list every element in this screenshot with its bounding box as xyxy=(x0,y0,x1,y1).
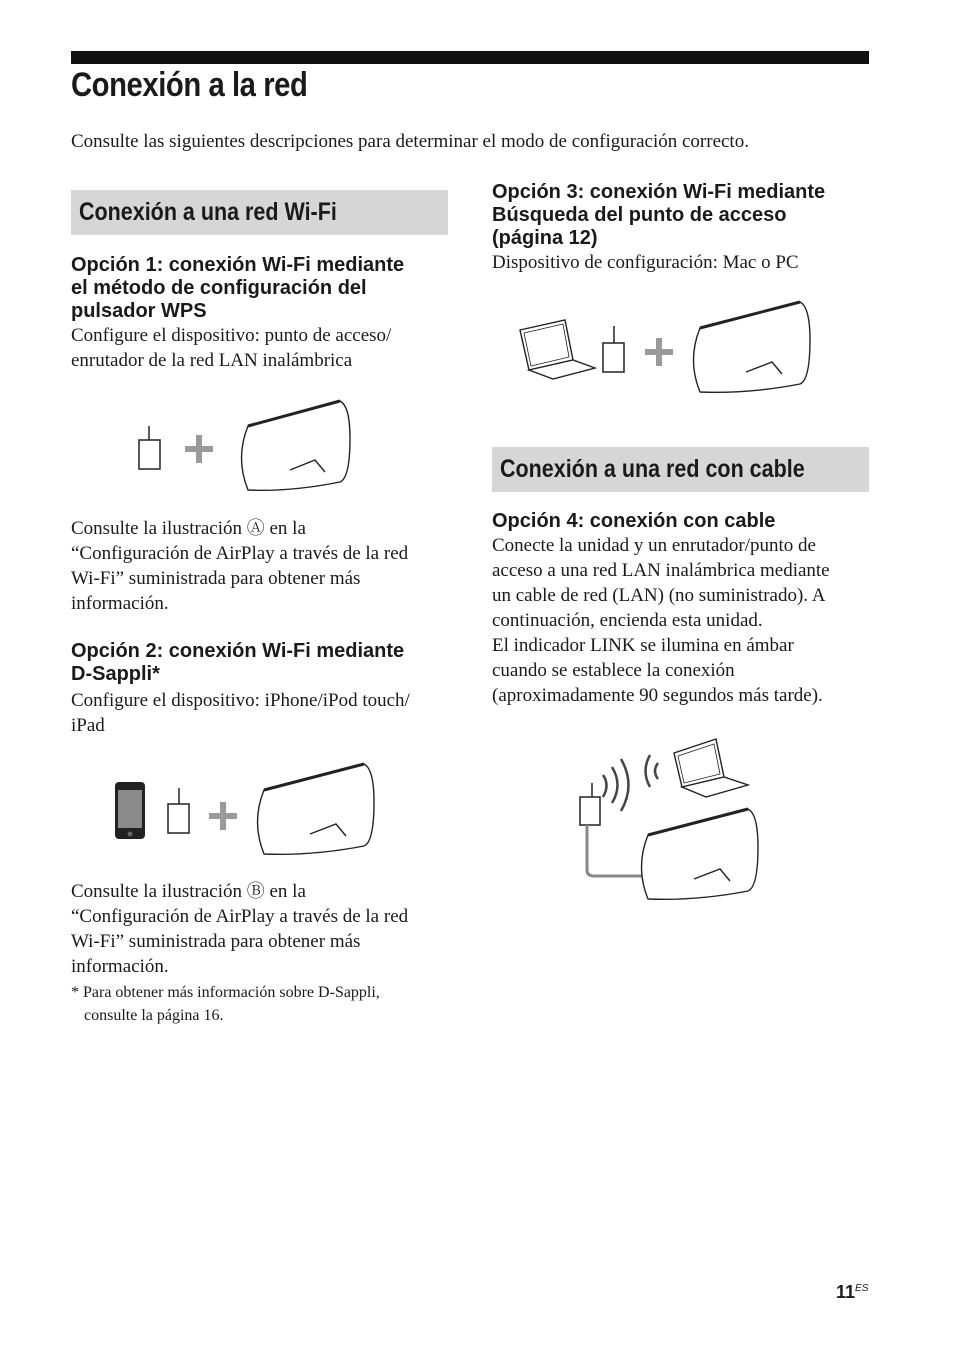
option4-text-line7: (aproximadamente 90 segundos más tarde). xyxy=(492,685,823,706)
option2-ref-line2: “Configuración de AirPlay a través de la red xyxy=(71,906,409,927)
section-wifi-title: Conexión a una red Wi-Fi xyxy=(79,198,337,226)
router-icon xyxy=(139,426,160,469)
option1-block xyxy=(71,254,461,373)
iphone-icon xyxy=(115,782,145,839)
option2-heading-line2: D-Sappli* xyxy=(71,663,160,685)
option3-heading-line3: (página 12) xyxy=(492,227,598,249)
page-language: ES xyxy=(855,1283,869,1294)
option3-heading-line2: Búsqueda del punto de acceso xyxy=(492,204,787,226)
footnote-line2: consulte la página 16. xyxy=(84,1007,224,1024)
plus-icon xyxy=(185,435,213,463)
laptop-icon xyxy=(674,739,748,797)
option4-text-line1: Conecte la unidad y un enrutador/punto de xyxy=(492,535,816,556)
intro-text: Consulte las siguientes descripciones para determinar el modo de configuración correcto. xyxy=(71,131,749,152)
option4-text-line5: El indicador LINK se ilumina en ámbar xyxy=(492,635,794,656)
speaker-dock-icon xyxy=(694,302,811,392)
section-wifi xyxy=(71,190,448,235)
option1-ref-line3: Wi-Fi” suministrada para obtener más xyxy=(71,568,361,589)
plus-icon xyxy=(645,338,673,366)
option1-ref-text-a: Consulte la ilustración xyxy=(71,518,242,539)
speaker-dock-icon xyxy=(642,809,759,899)
illustration-dsappli xyxy=(112,760,382,860)
wifi-waves-icon xyxy=(603,755,658,811)
option1-heading-line1: Opción 1: conexión Wi-Fi mediante xyxy=(71,254,405,276)
option2-ref-line4: información. xyxy=(71,956,169,977)
option2-block xyxy=(71,640,461,738)
option1-ref-text-b: en la xyxy=(269,518,306,539)
lan-cable xyxy=(587,825,648,876)
option1-heading-line2: el método de configuración del xyxy=(71,277,367,299)
plus-icon xyxy=(209,802,237,830)
option3-block xyxy=(492,181,882,275)
option3-text-line1: Dispositivo de configuración: Mac o PC xyxy=(492,252,799,273)
option2-ref-text-a: Consulte la ilustración xyxy=(71,881,242,902)
option1-reference xyxy=(71,516,461,616)
option2-ref-line3: Wi-Fi” suministrada para obtener más xyxy=(71,931,361,952)
option4-text-line3: un cable de red (LAN) (no suministrado). A xyxy=(492,585,826,606)
page-title: Conexión a la red xyxy=(71,66,308,104)
page-number xyxy=(836,1282,868,1303)
speaker-dock-icon xyxy=(242,401,351,490)
option1-ref-line4: información. xyxy=(71,593,169,614)
option4-heading: Opción 4: conexión con cable xyxy=(492,510,776,532)
page-number-value: 11 xyxy=(836,1282,856,1302)
illustration-a-marker: Ⓐ xyxy=(246,518,265,539)
section-wired-title: Conexión a una red con cable xyxy=(500,455,805,483)
option1-text-line1: Configure el dispositivo: punto de acceso/ xyxy=(71,325,392,346)
option4-text-line2: acceso a una red LAN inalámbrica mediante xyxy=(492,560,830,581)
option2-reference xyxy=(71,879,461,1027)
option4-text-line4: continuación, encienda esta unidad. xyxy=(492,610,763,631)
router-icon xyxy=(603,326,624,372)
title-rule xyxy=(71,51,869,64)
option1-text-line2: enrutador de la red LAN inalámbrica xyxy=(71,350,353,371)
footnote-line1: * Para obtener más información sobre D-Sappli, xyxy=(71,984,380,1001)
illustration-b-marker: Ⓑ xyxy=(246,881,265,902)
option4-block xyxy=(492,510,882,708)
illustration-wps xyxy=(130,398,360,494)
illustration-access-point-search xyxy=(515,298,820,398)
section-wired xyxy=(492,447,869,492)
option4-text-line6: cuando se establece la conexión xyxy=(492,660,735,681)
option2-text-line2: iPad xyxy=(71,715,105,736)
option2-ref-text-b: en la xyxy=(269,881,306,902)
option1-heading-line3: pulsador WPS xyxy=(71,300,207,322)
option1-ref-line2: “Configuración de AirPlay a través de la red xyxy=(71,543,409,564)
illustration-wired xyxy=(570,735,770,905)
speaker-dock-icon xyxy=(258,764,375,854)
option3-heading-line1: Opción 3: conexión Wi-Fi mediante xyxy=(492,181,826,203)
option2-text-line1: Configure el dispositivo: iPhone/iPod touch/ xyxy=(71,690,410,711)
router-icon xyxy=(168,788,189,833)
option2-heading-line1: Opción 2: conexión Wi-Fi mediante xyxy=(71,640,405,662)
laptop-icon xyxy=(520,320,595,379)
router-icon xyxy=(580,783,600,825)
